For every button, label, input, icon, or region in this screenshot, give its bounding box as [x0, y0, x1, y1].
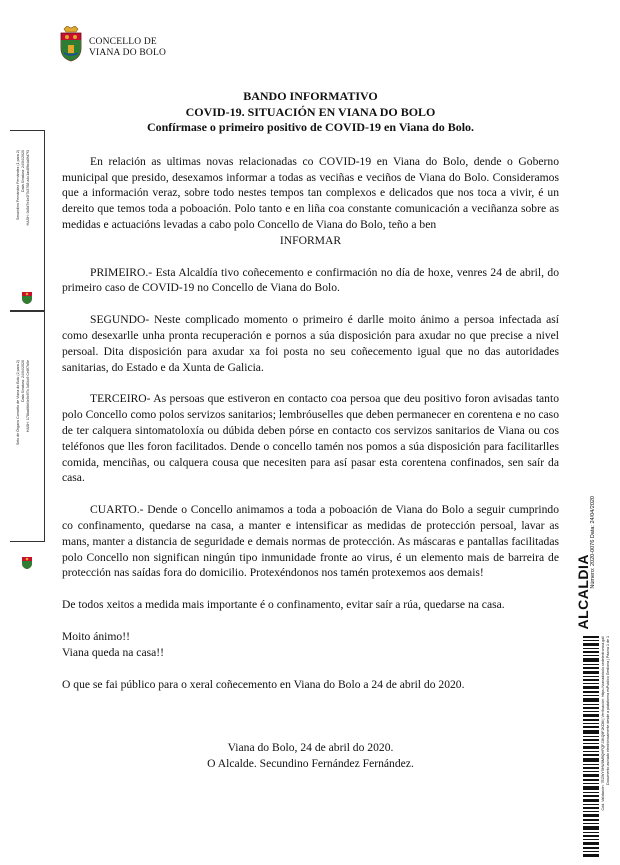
- left-signature-strip: [10, 130, 44, 720]
- paragraph-primeiro: PRIMEIRO.- Esta Alcaldía tivo coñecemento e confirmación no día de hoxe, venres 24 de abril, do primeiro caso de COVID-19 no Concello de Viana do Bolo.: [62, 265, 559, 295]
- signer-1-name: Secundino Fernández Fernández (1 para 2): [16, 150, 20, 220]
- document-title: BANDO INFORMATIVO: [243, 89, 378, 103]
- paragraph-intro: En relación as ultimas novas relacionadas co COVID-19 en Viana do Bolo, dende o Goberno municipal que presido, desexamos informar a todas as veciñas e veciños de Viana do Bolo. Consideramos que a información veraz, sobre todo nestes tempos tan complexos e delicados que nos toca a vivir, é un dereito que temos toda a poboación. Polo tanto e en liña coa constante comunicación a veciñanza sobre as medidas e actuacións levadas a cabo polo Concello de Viana do Bolo, teño a ben: [62, 154, 559, 231]
- closing-line-1: Moito ánimo!!: [62, 629, 130, 643]
- document-body: [62, 89, 559, 772]
- signer-2-name: Selo de Órgano Concello de Viana do Bolo (2 para 2): [16, 360, 20, 446]
- seal-icon: [21, 290, 33, 304]
- validation-code: Cód. Validación: 7EZWY5HW8M9QHFQFJ3KQ9F2KDM | Verificación: https://vianadobolo.sedelectronica.gal/: [601, 636, 605, 811]
- closing-line-2: Viana queda na casa!!: [62, 645, 164, 659]
- seal-icon: [21, 555, 33, 569]
- signer-1-hash: HASH: 0c5d7e1e2f7b3768 a4c1ac89b4a0fd7f3: [26, 150, 30, 226]
- signer-1-date: Data Sinatura: 24/04/2020: [21, 150, 25, 192]
- org-line-2: VIANA DO BOLO: [89, 48, 167, 58]
- section-informar: INFORMAR: [279, 233, 342, 247]
- signature-name: O Alcalde. Secundino Fernández Fernández.: [207, 757, 414, 771]
- org-line-1: CONCELLO DE: [89, 37, 157, 47]
- signer-2-date: Data Sinatura: 24/04/2020: [21, 360, 25, 402]
- paragraph-cuarto: CUARTO.- Dende o Concello animamos a toda a poboación de Viana do Bolo a seguir cumprindo co confinamento, quedarse na casa, a manter e intensificar as medidas de protección persoal, lavar as mans, manter a distancia de seguridade e demais normas de protección. As máscaras e pantallas facilitadas polo Concello non significan ningún tipo inmunidade fronte ao virus, é un elemento mais de barreira de protección nas saídas fora do domicilio. Protexéndonos nos tamén protexemos aos demais!: [62, 503, 559, 580]
- registry-number: Número: 2020-0076 Data: 24/04/2020: [590, 496, 596, 589]
- paragraph-terceiro: TERCEIRO- As persoas que estiveron en contacto coa persoa que deu positivo foron avisadas tanto polo Concello como polos servizos sanitarios; lembróuselles que deben permanecer en corentena e no caso de ter calquera sintomatoloxía ou dúbida deben pórse en contacto cos servizos sanitarios de Viana ou cos teléfonos que lles foron facilitados. Dende o concello tamén nos pomos a súa disposición para facilitarlles comida, menciñas, ou calquera cousa que necesiten para así pasar esta corentena confinados, sen saír da casa.: [62, 392, 559, 485]
- barcode-icon: [583, 636, 599, 858]
- platform-note: Documento asinado electrónicamente desde a plataforma esPublico Gestiona | Páxina 1 de 1: [606, 636, 610, 785]
- coat-of-arms-icon: [58, 26, 84, 62]
- document-subtitle: COVID-19. SITUACIÓN EN VIANA DO BOLO: [185, 104, 436, 119]
- alcaldia-label: ALCALDIA: [575, 554, 591, 630]
- paragraph-publico: O que se fai público para o xeral coñecemento en Viana do Bolo a 24 de abril do 2020.: [62, 677, 465, 691]
- organization-name: [89, 37, 166, 59]
- signature-place-date: Viana do Bolo, 24 de abril do 2020.: [227, 741, 394, 755]
- paragraph-segundo: SEGUNDO- Neste complicado momento o primeiro é darlle moito ánimo a persoa infectada así como desexarlle unha pronta recuperación e pornos a súa disposición para axudar no que precise a nivel persoal. Dita disposición para axudar xa foi posta no seu coñecemento igual que no das autoridades sanitarias, do Estado e da Xunta de Galicia.: [62, 313, 559, 374]
- paragraph-todos: De todos xeitos a medida mais importante é o confinamento, evitar saír a rúa, quedarse na casa.: [62, 598, 505, 612]
- signer-2-hash: HASH: 178ba66bf4e0c97b 3d34c9 Ce8f7b0e: [26, 360, 30, 433]
- document-headline: Confírmase o primeiro positivo de COVID-19 en Viana do Bolo.: [146, 120, 475, 135]
